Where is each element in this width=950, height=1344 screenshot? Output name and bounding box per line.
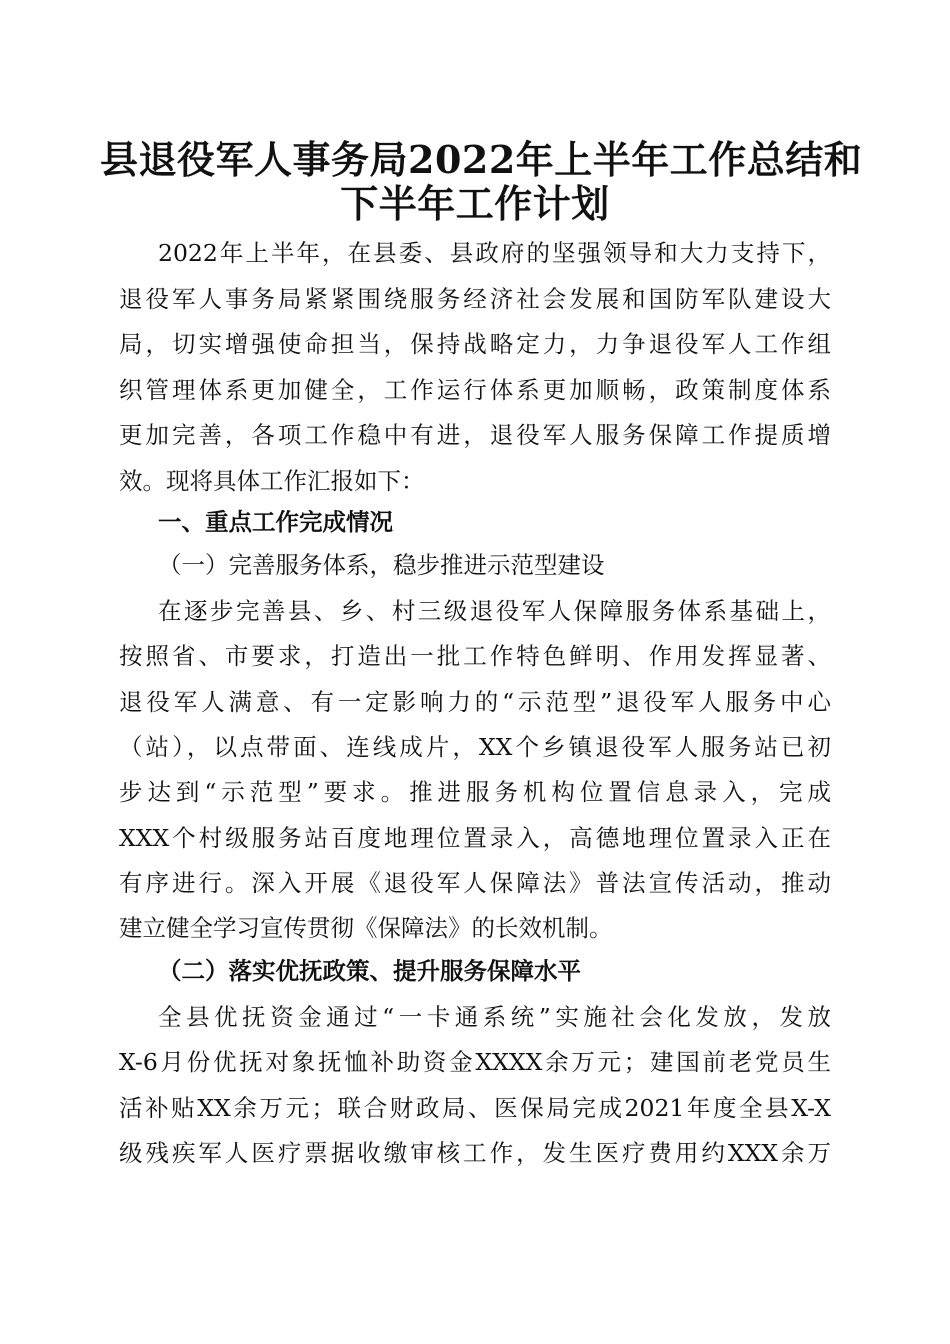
paragraph-line: 级残疾军人医疗票据收缴审核工作，发生医疗费用约XXX余万 [119,1139,831,1167]
intro-line: 织管理体系更加健全，工作运行体系更加顺畅，政策制度体系 [119,376,831,404]
paragraph-line: 活补贴XX余万元；联合财政局、医保局完成2021年度全县X-X [119,1094,831,1122]
subsection-heading: （一）完善服务体系，稳步推进示范型建设 [158,551,605,579]
paragraph-line: X-6月份优抚对象抚恤补助资金XXXX余万元；建国前老党员生 [119,1048,831,1076]
document-title-line-1: 县退役军人事务局2022年上半年工作总结和 [100,137,863,182]
paragraph-line: 步达到“示范型”要求。推进服务机构位置信息录入，完成 [119,778,831,806]
intro-line: 效。现将具体工作汇报如下： [119,467,425,495]
intro-line: 2022年上半年，在县委、县政府的坚强领导和大力支持下， [158,239,831,267]
paragraph-line: 建立健全学习宣传贯彻《保障法》的长效机制。 [119,914,613,942]
paragraph-line: XXX个村级服务站百度地理位置录入，高德地理位置录入正在 [119,824,831,852]
paragraph-line: （站），以点带面、连线成片，XX个乡镇退役军人服务站已初 [119,733,831,761]
subsection-heading: （二）落实优抚政策、提升服务保障水平 [158,957,581,985]
document-title-line-2: 下半年工作计划 [340,181,610,226]
paragraph-line: 按照省、市要求，打造出一批工作特色鲜明、作用发挥显著、 [119,642,831,670]
paragraph-line: 在逐步完善县、乡、村三级退役军人保障服务体系基础上， [158,597,831,625]
paragraph-line: 退役军人满意、有一定影响力的“示范型”退役军人服务中心 [119,688,831,716]
intro-line: 更加完善，各项工作稳中有进，退役军人服务保障工作提质增 [119,421,831,449]
paragraph-line: 全县优抚资金通过“一卡通系统”实施社会化发放，发放 [158,1003,831,1031]
section-heading: 一、重点工作完成情况 [158,508,393,536]
intro-line: 退役军人事务局紧紧围绕服务经济社会发展和国防军队建设大 [119,285,831,313]
intro-line: 局，切实增强使命担当，保持战略定力，力争退役军人工作组 [119,330,831,358]
paragraph-line: 有序进行。深入开展《退役军人保障法》普法宣传活动，推动 [119,869,831,897]
